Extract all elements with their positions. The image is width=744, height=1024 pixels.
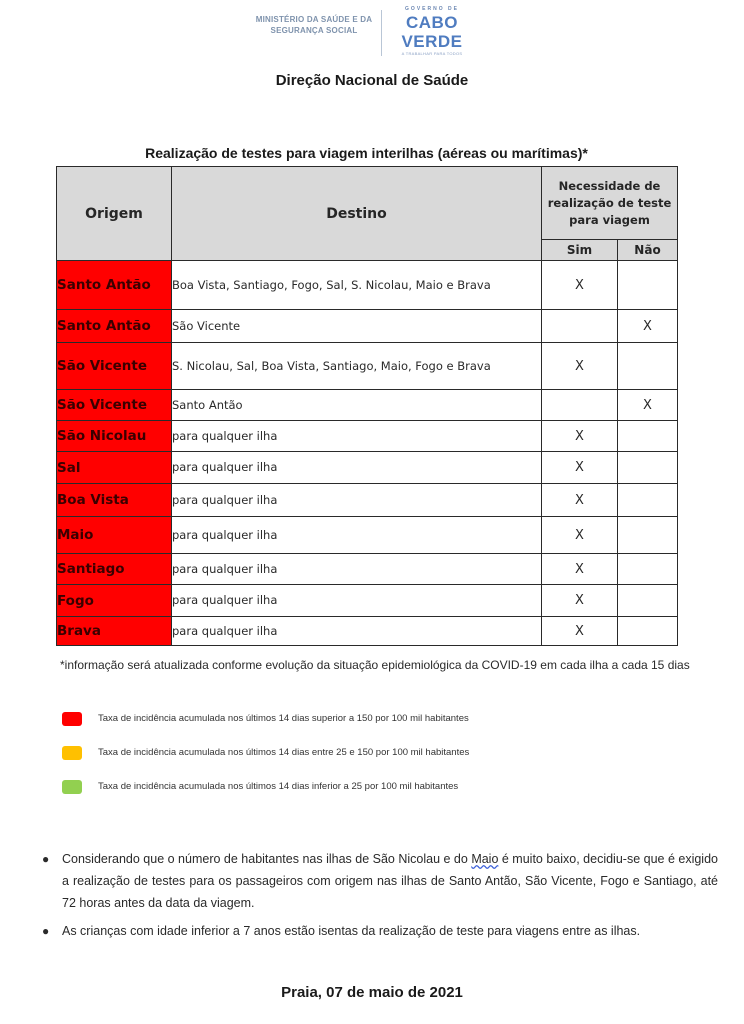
destination-cell: Boa Vista, Santiago, Fogo, Sal, S. Nicolau, Maio e Brava bbox=[172, 261, 542, 310]
yes-cell: X bbox=[542, 554, 618, 585]
origin-cell: Brava bbox=[57, 617, 172, 646]
origin-cell: Santo Antão bbox=[57, 261, 172, 310]
yes-cell: X bbox=[542, 421, 618, 452]
table-row bbox=[57, 585, 678, 617]
origin-cell: São Vicente bbox=[57, 390, 172, 421]
destination-cell: S. Nicolau, Sal, Boa Vista, Santiago, Maio, Fogo e Brava bbox=[172, 343, 542, 390]
no-cell bbox=[618, 261, 678, 310]
no-cell bbox=[618, 343, 678, 390]
table-row bbox=[57, 554, 678, 585]
gov-logo-top: GOVERNO DE bbox=[405, 6, 459, 12]
legend-label: Taxa de incidência acumulada nos últimos 14 dias superior a 150 por 100 mil habitantes bbox=[98, 713, 469, 724]
destination-cell: para qualquer ilha bbox=[172, 517, 542, 554]
tests-table bbox=[56, 166, 678, 646]
header-destination: Destino bbox=[172, 167, 542, 261]
destination-cell: São Vicente bbox=[172, 310, 542, 343]
table-row bbox=[57, 390, 678, 421]
header-no: Não bbox=[618, 240, 678, 261]
table-row bbox=[57, 484, 678, 517]
table-row bbox=[57, 452, 678, 484]
yes-cell: X bbox=[542, 517, 618, 554]
gov-logo-tagline: A TRABALHAR PARA TODOS bbox=[401, 51, 463, 56]
legend-label: Taxa de incidência acumulada nos últimos 14 dias inferior a 25 por 100 mil habitantes bbox=[98, 781, 459, 792]
no-cell: X bbox=[618, 390, 678, 421]
origin-cell: Santiago bbox=[57, 554, 172, 585]
destination-cell: para qualquer ilha bbox=[172, 452, 542, 484]
note-text-part1: Considerando que o número de habitantes nas ilhas de São Nicolau e do bbox=[62, 852, 472, 866]
no-cell bbox=[618, 554, 678, 585]
yes-cell: X bbox=[542, 261, 618, 310]
yes-cell: X bbox=[542, 484, 618, 517]
no-cell: X bbox=[618, 310, 678, 343]
header-need: Necessidade de realização de teste para viagem bbox=[542, 167, 678, 240]
legend-swatch-icon bbox=[62, 780, 82, 794]
origin-cell: São Nicolau bbox=[57, 421, 172, 452]
document-date: Praia, 07 de maio de 2021 bbox=[281, 984, 463, 1001]
yes-cell: X bbox=[542, 452, 618, 484]
bullet-icon: ● bbox=[42, 852, 50, 866]
destination-cell: Santo Antão bbox=[172, 390, 542, 421]
footnote: *informação será atualizada conforme evolução da situação epidemiológica da COVID-19 em cada ilha a cada 15 dias bbox=[60, 658, 690, 672]
header-yes: Sim bbox=[542, 240, 618, 261]
no-cell bbox=[618, 452, 678, 484]
legend-swatch-icon bbox=[62, 712, 82, 726]
no-cell bbox=[618, 617, 678, 646]
yes-cell bbox=[542, 390, 618, 421]
origin-cell: Santo Antão bbox=[57, 310, 172, 343]
table-row bbox=[57, 261, 678, 310]
legend-item bbox=[62, 746, 702, 762]
destination-cell: para qualquer ilha bbox=[172, 421, 542, 452]
ministry-logo: MINISTÉRIO DA SAÚDE E DA SEGURANÇA SOCIAL bbox=[255, 15, 373, 35]
note-item bbox=[38, 848, 718, 914]
note-text-word: Maio bbox=[471, 852, 499, 866]
logo-divider bbox=[381, 10, 382, 56]
notes-list bbox=[38, 848, 718, 948]
table-row bbox=[57, 517, 678, 554]
bullet-icon: ● bbox=[42, 924, 50, 938]
legend-label: Taxa de incidência acumulada nos últimos 14 dias entre 25 e 150 por 100 mil habitantes bbox=[98, 747, 470, 758]
legend-item bbox=[62, 780, 702, 796]
destination-cell: para qualquer ilha bbox=[172, 484, 542, 517]
no-cell bbox=[618, 421, 678, 452]
gov-logo-line1: CABO bbox=[405, 13, 459, 32]
table-row bbox=[57, 310, 678, 343]
destination-cell: para qualquer ilha bbox=[172, 585, 542, 617]
destination-cell: para qualquer ilha bbox=[172, 617, 542, 646]
origin-cell: Boa Vista bbox=[57, 484, 172, 517]
yes-cell: X bbox=[542, 343, 618, 390]
yes-cell: X bbox=[542, 617, 618, 646]
no-cell bbox=[618, 585, 678, 617]
table-row bbox=[57, 421, 678, 452]
header-origin: Origem bbox=[57, 167, 172, 261]
government-logo bbox=[390, 6, 474, 57]
origin-cell: Fogo bbox=[57, 585, 172, 617]
origin-cell: Sal bbox=[57, 452, 172, 484]
destination-cell: para qualquer ilha bbox=[172, 554, 542, 585]
note-item bbox=[38, 920, 718, 942]
no-cell bbox=[618, 484, 678, 517]
table-title: Realização de testes para viagem interilhas (aéreas ou marítimas)* bbox=[145, 145, 588, 161]
legend-swatch-icon bbox=[62, 746, 82, 760]
yes-cell bbox=[542, 310, 618, 343]
note-text-part2: é muito baixo, decidiu-se que é exigido a realização de testes para os passageiros com origem nas ilhas de Santo Antão, São Vicente, Fogo e Santiago, até 72 horas antes da data da viagem. bbox=[62, 852, 718, 910]
origin-cell: Maio bbox=[57, 517, 172, 554]
yes-cell: X bbox=[542, 585, 618, 617]
legend-item bbox=[62, 712, 702, 728]
org-title: Direção Nacional de Saúde bbox=[275, 72, 469, 89]
gov-logo-line2: VERDE bbox=[401, 32, 463, 51]
no-cell bbox=[618, 517, 678, 554]
table-row bbox=[57, 343, 678, 390]
table-row bbox=[57, 617, 678, 646]
note-text: As crianças com idade inferior a 7 anos estão isentas da realização de teste para viagens entre as ilhas. bbox=[62, 924, 641, 938]
origin-cell: São Vicente bbox=[57, 343, 172, 390]
